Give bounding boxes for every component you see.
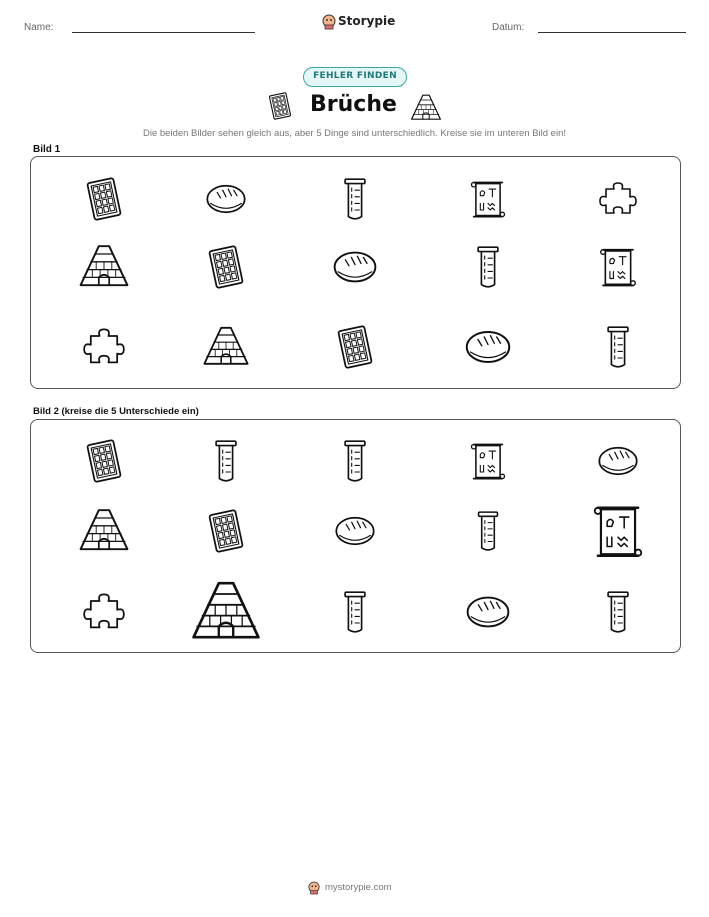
bild2-pyramid-icon[interactable] — [78, 505, 130, 557]
bild1-column-icon — [596, 325, 640, 369]
bild1-pyramid-icon — [202, 323, 250, 371]
bild1-column-icon — [466, 245, 510, 289]
bild1-puzzle-icon — [82, 325, 126, 369]
name-label: Name: — [24, 22, 54, 33]
bild2-column-icon[interactable] — [204, 439, 248, 483]
brand-name: Storypie — [338, 14, 396, 28]
date-label: Datum: — [492, 22, 525, 33]
date-line[interactable] — [538, 32, 686, 33]
bild2-pyramid-icon[interactable] — [190, 576, 262, 648]
find-mistakes-badge: FEHLER FINDEN — [303, 67, 407, 87]
bild2-puzzle-icon[interactable] — [82, 590, 126, 634]
storypie-mascot-icon — [308, 881, 320, 895]
storypie-logo — [322, 13, 396, 31]
bild1-bread-icon — [463, 322, 513, 372]
bild2-column-icon[interactable] — [467, 510, 509, 552]
bild1-pyramid-icon — [78, 241, 130, 293]
bild2-bread-icon[interactable] — [596, 439, 640, 483]
bild2-chocolate-icon[interactable] — [204, 509, 248, 553]
page-title: Brüche — [310, 92, 397, 117]
bild1-column-icon — [333, 177, 377, 221]
chocolate-icon — [266, 92, 294, 120]
pyramid-icon — [410, 92, 442, 124]
instructions: Die beiden Bilder sehen gleich aus, aber 5 Dinge sind unterschiedlich. Kreise sie im unteren Bild ein! — [143, 128, 566, 139]
bild1-bread-icon — [331, 243, 379, 291]
storypie-mascot-icon — [322, 14, 336, 30]
footer-url: mystorypie.com — [325, 882, 392, 893]
bild2-column-icon[interactable] — [596, 590, 640, 634]
bild2-bread-icon[interactable] — [464, 588, 512, 636]
bild1-chocolate-icon — [204, 245, 248, 289]
bild2-label: Bild 2 (kreise die 5 Unterschiede ein) — [33, 406, 199, 417]
bild2-scroll-icon[interactable] — [587, 500, 649, 562]
bild2-scroll-icon[interactable] — [466, 439, 510, 483]
bild2-column-icon[interactable] — [333, 590, 377, 634]
bild1-chocolate-icon — [333, 325, 377, 369]
bild1-scroll-icon — [595, 244, 641, 290]
name-line[interactable] — [72, 32, 255, 33]
bild1-puzzle-icon — [598, 179, 638, 219]
bild1-label: Bild 1 — [33, 144, 61, 155]
bild2-chocolate-icon[interactable] — [82, 439, 126, 483]
bild1-bread-icon — [204, 177, 248, 221]
bild2-column-icon[interactable] — [333, 439, 377, 483]
bild1-scroll-icon — [466, 177, 510, 221]
bild2-bread-icon[interactable] — [333, 509, 377, 553]
footer — [308, 880, 418, 896]
bild1-chocolate-icon — [82, 177, 126, 221]
